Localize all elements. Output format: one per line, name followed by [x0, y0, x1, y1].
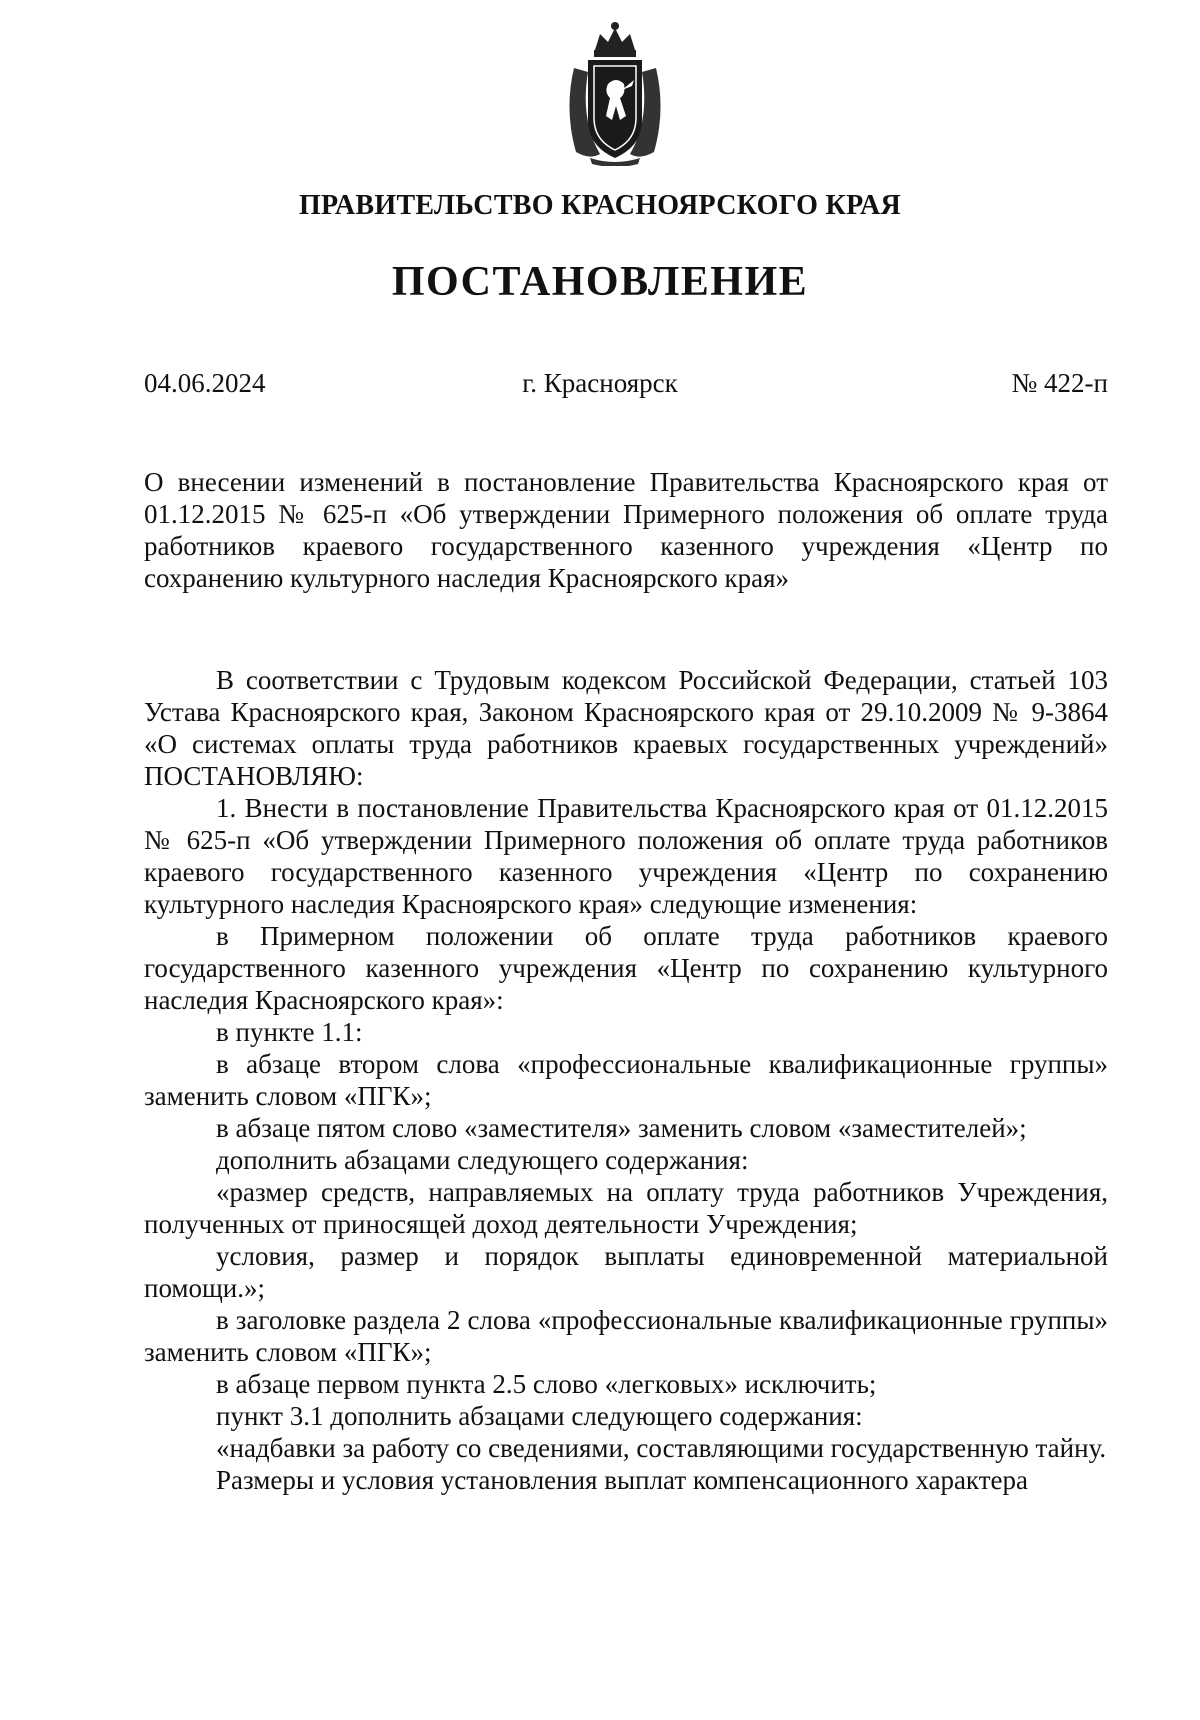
body-paragraph: в абзаце первом пункта 2.5 слово «легковых» исключить;	[216, 1369, 877, 1399]
body-paragraph: в заголовке раздела 2 слова «профессиональные квалификационные группы» заменить словом «ПГК»;	[144, 1305, 1108, 1367]
document-body	[144, 664, 1108, 1496]
body-paragraph: Размеры и условия установления выплат компенсационного характера	[216, 1465, 1028, 1495]
krasnoyarsk-coat-of-arms-emblem	[560, 20, 670, 166]
body-paragraph: в абзаце втором слова «профессиональные квалификационные группы» заменить словом «ПГК»;	[144, 1049, 1108, 1111]
body-paragraph: в Примерном положении об оплате труда работников краевого государственного казенного учреждения «Центр по сохранению культурного наследия Красноярского края»:	[144, 921, 1108, 1015]
body-paragraph: пункт 3.1 дополнить абзацами следующего содержания:	[216, 1401, 863, 1431]
document-type: ПОСТАНОВЛЕНИЕ	[391, 259, 809, 305]
organization-name: ПРАВИТЕЛЬСТВО КРАСНОЯРСКОГО КРАЯ	[298, 190, 902, 221]
document-city: г. Красноярск	[522, 368, 678, 398]
body-paragraph: в абзаце пятом слово «заместителя» заменить словом «заместителей»;	[216, 1113, 1027, 1143]
body-paragraph: в пункте 1.1:	[216, 1017, 363, 1047]
body-paragraph: условия, размер и порядок выплаты единовременной материальной помощи.»;	[144, 1241, 1108, 1303]
body-paragraph: 1. Внести в постановление Правительства Красноярского края от 01.12.2015 № 625-п «Об утверждении Примерного положения об оплате труда работников краевого государственного казенного учреждения «Центр по сохранению культурного наследия Красноярского края» следующие изменения:	[144, 793, 1108, 919]
body-paragraph: «размер средств, направляемых на оплату труда работников Учреждения, полученных от приносящей доход деятельности Учреждения;	[144, 1177, 1108, 1239]
body-paragraph: дополнить абзацами следующего содержания:	[216, 1145, 749, 1175]
body-paragraph: «надбавки за работу со сведениями, составляющими государственную тайну.	[216, 1433, 1107, 1463]
body-paragraph: В соответствии с Трудовым кодексом Российской Федерации, статьей 103 Устава Красноярского края, Законом Красноярского края от 29.10.2009 № 9-3864 «О системах оплаты труда работников краевых государственных учреждений» ПОСТАНОВЛЯЮ:	[144, 665, 1108, 791]
document-date: 04.06.2024	[144, 368, 266, 398]
document-number: № 422-п	[1011, 368, 1108, 398]
document-title: О внесении изменений в постановление Правительства Красноярского края от 01.12.2015 № 625-п «Об утверждении Примерного положения об оплате труда работников краевого государственного казенного учреждения «Центр по сохранению культурного наследия Красноярского края»	[144, 467, 1108, 593]
